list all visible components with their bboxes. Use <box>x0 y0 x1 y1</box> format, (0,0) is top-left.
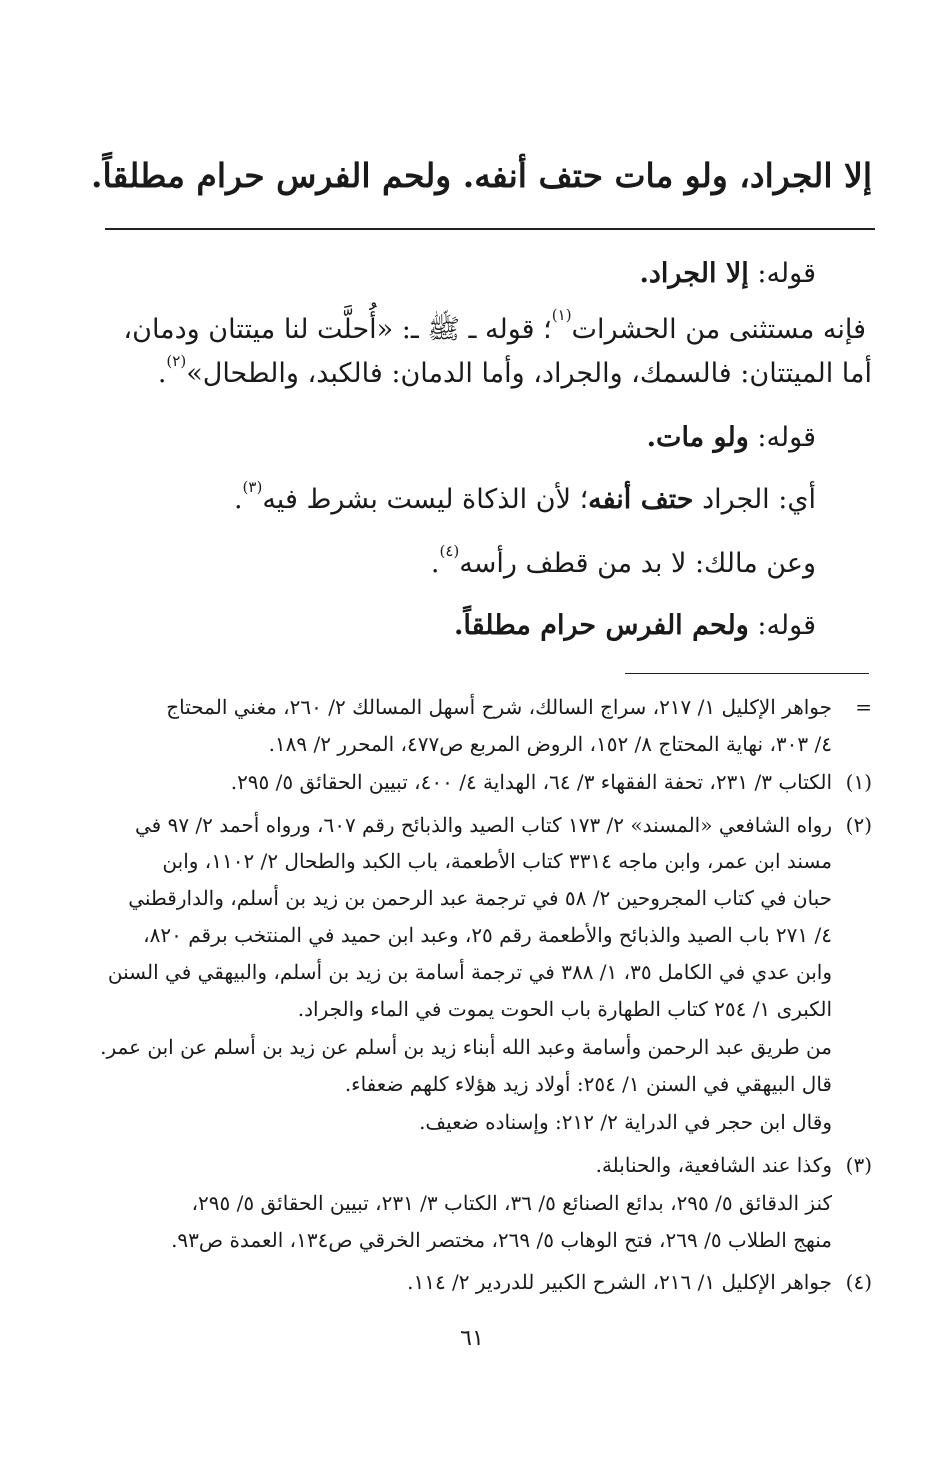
para-qawluhu-1 <box>639 258 816 289</box>
qawl-label: قوله: <box>757 610 816 641</box>
qawl-label: قوله: <box>757 422 816 453</box>
heading-rule <box>105 228 875 230</box>
footnote-ref-2: (٢) <box>166 352 187 370</box>
para-text: ؛ قوله ـ ﷺ ـ: «أُحلَّت لنا ميتتان ودمان، <box>123 314 552 345</box>
footnote-continuation-mark: = <box>855 695 872 719</box>
footnote-1-line: الكتاب ٣/ ٢٣١، تحفة الفقهاء ٣/ ٦٤، الهداية ٤/ ٤٠٠، تبيين الحقائق ٥/ ٢٩٥. <box>230 770 832 794</box>
footnote-2-line: الكبرى ١/ ٢٥٤ كتاب الطهارة باب الحوت يموت في الماء والجراد. <box>297 997 832 1021</box>
footnote-3-line: منهج الطلاب ٥/ ٢٦٩، فتح الوهاب ٥/ ٢٦٩، مختصر الخرقي ص١٣٤، العمدة ص٩٣. <box>171 1228 832 1252</box>
footnote-cont-line: جواهر الإكليل ١/ ٢١٧، سراج السالك، شرح أسهل المسالك ٢/ ٢٦٠، مغني المحتاج <box>166 695 832 719</box>
footnote-3-line: كنز الدقائق ٥/ ٢٩٥، بدائع الصنائع ٥/ ٣٦، الكتاب ٣/ ٢٣١، تبيين الحقائق ٥/ ٢٩٥، <box>191 1191 832 1215</box>
footnote-number-4: (٤) <box>845 1270 872 1294</box>
page-number: ٦١ <box>460 1326 484 1351</box>
footnote-2-line: وقال ابن حجر في الدراية ٢/ ٢١٢: وإسناده ضعيف. <box>419 1110 832 1134</box>
para-malik <box>430 542 816 579</box>
footnote-2-line: من طريق عبد الرحمن وأسامة وعبد الله أبناء زيد بن أسلم عن زيد بن أسلم عن ابن عمر. <box>100 1035 832 1059</box>
qawl-bold-3: ولحم الفرس حرام مطلقاً. <box>454 610 749 641</box>
qawl-label: قوله: <box>757 258 816 289</box>
footnote-2-line: وابن عدي في الكامل ٣٥، ١/ ٣٨٨ في ترجمة أسامة بن زيد بن أسلم، والبيهقي في السنن <box>107 960 832 984</box>
footnote-cont-line: ٤/ ٣٠٣، نهاية المحتاج ٨/ ١٥٢، الروض المربع ص٤٧٧، المحرر ٢/ ١٨٩. <box>268 732 832 756</box>
para-explanation <box>233 478 816 515</box>
footnote-2-line: رواه الشافعي «المسند» ٢/ ١٧٣ كتاب الصيد والذبائح رقم ٦٠٧، ورواه أحمد ٢/ ٩٧ في <box>134 813 832 837</box>
para-bold: حتف أنفه <box>588 484 694 515</box>
footnote-ref-4: (٤) <box>439 542 460 560</box>
footnote-2-line: مسند ابن عمر، وابن ماجه ٣٣١٤ كتاب الأطعمة، باب الكبد والطحال ٢/ ١١٠٢، وابن <box>162 849 832 873</box>
para-text: فإنه مستثنى من الحشرات <box>571 314 866 345</box>
footnote-2-line: ٤/ ٢٧١ باب الصيد والذبائح والأطعمة رقم ٢٥، وعبد ابن حميد في المنتخب برقم ٨٢٠، <box>143 923 832 947</box>
para-text: أي: الجراد <box>702 484 816 515</box>
para-text: أما الميتتان: فالسمك، والجراد، وأما الدمان: فالكبد، والطحال» <box>186 358 872 389</box>
footnote-2-line: قال البيهقي في السنن ١/ ٢٥٤: أولاد زيد هؤلاء كلهم ضعفاء. <box>344 1072 832 1096</box>
footnote-ref-3: (٣) <box>242 478 263 496</box>
para-qawluhu-2 <box>647 422 816 453</box>
para-text: . <box>430 548 440 579</box>
qawl-bold-2: ولو مات. <box>646 422 749 453</box>
footnote-number-2: (٢) <box>845 813 872 837</box>
footnote-ref-1: (١) <box>551 306 572 324</box>
para-text: . <box>157 358 167 389</box>
para-text: . <box>233 484 243 515</box>
footnote-2-line: حبان في كتاب المجروحين ٢/ ٥٨ في ترجمة عبد الرحمن بن زيد بن أسلم، والدارقطني <box>128 886 832 910</box>
para-text: وعن مالك: لا بد من قطف رأسه <box>459 548 816 579</box>
qawl-bold-1: إلا الجراد. <box>639 258 749 289</box>
para-qawluhu-3 <box>454 610 816 641</box>
para-hadith-line-1 <box>123 306 866 352</box>
footnote-number-1: (١) <box>845 770 872 794</box>
footnote-4-line: جواهر الإكليل ١/ ٢١٦، الشرح الكبير للدردير ٢/ ١١٤. <box>407 1270 832 1294</box>
section-heading: إلا الجراد، ولو مات حتف أنفه. ولحم الفرس حرام مطلقاً. <box>91 156 872 195</box>
footnote-number-3: (٣) <box>845 1153 872 1177</box>
footnote-separator <box>625 673 869 674</box>
para-hadith-line-2 <box>157 352 872 389</box>
para-text: ؛ لأن الذكاة ليست بشرط فيه <box>262 484 589 515</box>
footnote-3-line: وكذا عند الشافعية، والحنابلة. <box>595 1153 832 1177</box>
